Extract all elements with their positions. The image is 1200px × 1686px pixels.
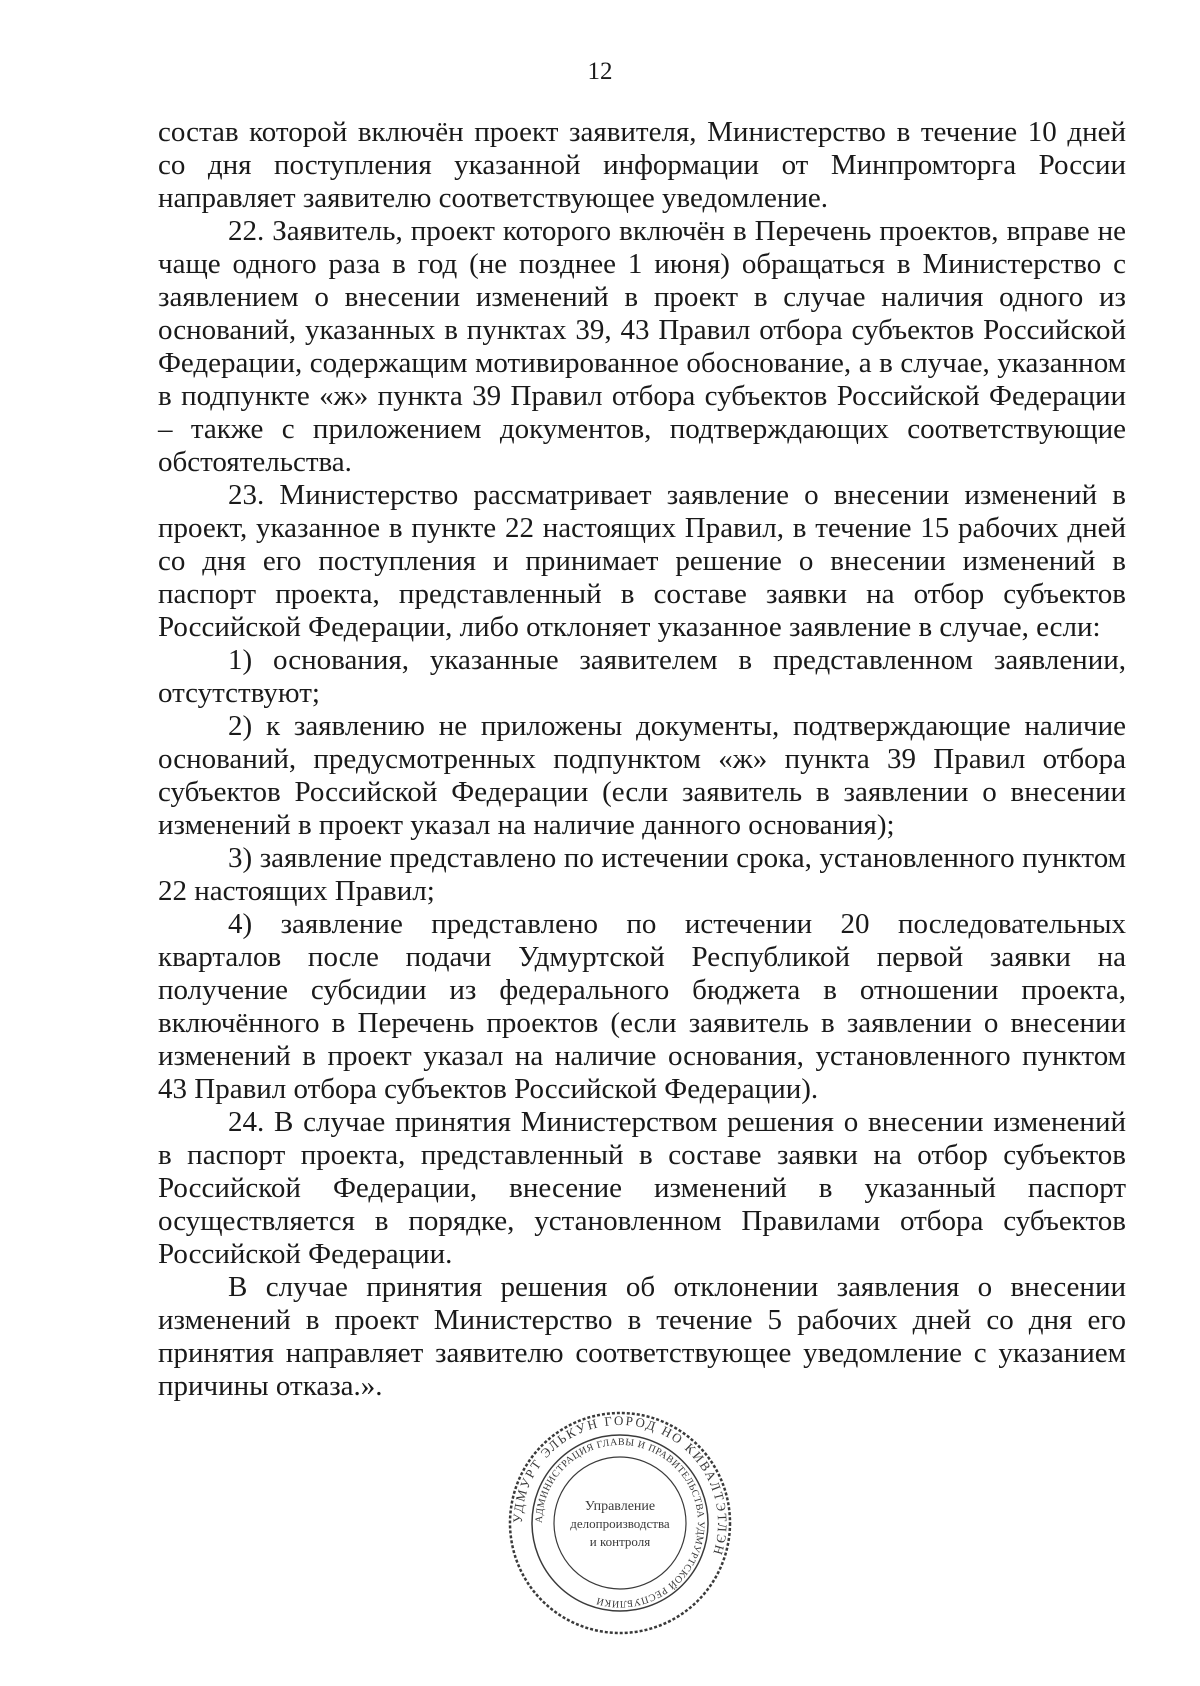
stamp-outer-text: УДМУРТ ЭЛЬКУН ГОРОД НО КИВАЛТЭТЛЭН — [509, 1412, 731, 1559]
page-number: 12 — [587, 58, 613, 85]
stamp-middle-text: АДМИНИСТРАЦИЯ ГЛАВЫ И ПРАВИТЕЛЬСТВА УДМУРТСКОЙ РЕСПУБЛИКИ — [533, 1436, 707, 1610]
paragraph-24: 24. В случае принятия Министерством решения о внесении изменений в паспорт проекта, представленный в составе заявки на отбор субъектов Российской Федерации, внесение изменений в указанный паспорт осуществляется в порядке, установленном Правилами отбора субъектов Российской Федерации. — [158, 1106, 1126, 1270]
paragraph-22: 22. Заявитель, проект которого включён в Перечень проектов, вправе не чаще одного раза в год (не позднее 1 июня) обращаться в Министерство с заявлением о внесении изменений в проект в случае наличия одного из оснований, указанных в пунктах 39, 43 Правил отбора субъектов Российской Федерации, содержащим мотивированное обоснование, а в случае, указанном в подпункте «ж» пункта 39 Правил отбора субъектов Российской Федерации – также с приложением документов, подтверждающих соответствующие обстоятельства. — [158, 215, 1126, 478]
stamp-center-line-3: и контроля — [589, 1534, 651, 1549]
stamp-center-line-2: делопроизводства — [570, 1516, 670, 1531]
paragraph-continuation: состав которой включён проект заявителя, Министерство в течение 10 дней со дня поступления указанной информации от Минпромторга России направляет заявителю соответствующее уведомление. — [158, 116, 1126, 214]
paragraph-23: 23. Министерство рассматривает заявление о внесении изменений в проект, указанное в пункте 22 настоящих Правил, в течение 15 рабочих дней со дня его поступления и принимает решение о внесении изменений в паспорт проекта, представленный в составе заявки на отбор субъектов Российской Федерации, либо отклоняет указанное заявление в случае, если: — [158, 479, 1126, 643]
official-stamp — [505, 1408, 735, 1638]
paragraph-23-item-4: 4) заявление представлено по истечении 20 последовательных кварталов после подачи Удмуртской Республикой первой заявки на получение субсидии из федерального бюджета в отношении проекта, включённого в Перечень проектов (если заявитель в заявлении о внесении изменений в проект указал на наличие основания, установленного пунктом 43 Правил отбора субъектов Российской Федерации). — [158, 908, 1126, 1105]
paragraph-23-item-1: 1) основания, указанные заявителем в представленном заявлении, отсутствуют; — [158, 644, 1126, 709]
stamp-center-line-1: Управление — [584, 1499, 656, 1514]
paragraph-23-item-3: 3) заявление представлено по истечении срока, установленного пунктом 22 настоящих Правил; — [158, 842, 1126, 907]
paragraph-23-item-2: 2) к заявлению не приложены документы, подтверждающие наличие оснований, предусмотренных подпунктом «ж» пункта 39 Правил отбора субъектов Российской Федерации (если заявитель в заявлении о внесении изменений в проект указал на наличие данного основания); — [158, 710, 1126, 841]
paragraph-24-rejection: В случае принятия решения об отклонении заявления о внесении изменений в проект Министерство в течение 5 рабочих дней со дня его принятия направляет заявителю соответствующее уведомление с указанием причины отказа.». — [158, 1271, 1126, 1402]
document-body — [158, 116, 1126, 1403]
